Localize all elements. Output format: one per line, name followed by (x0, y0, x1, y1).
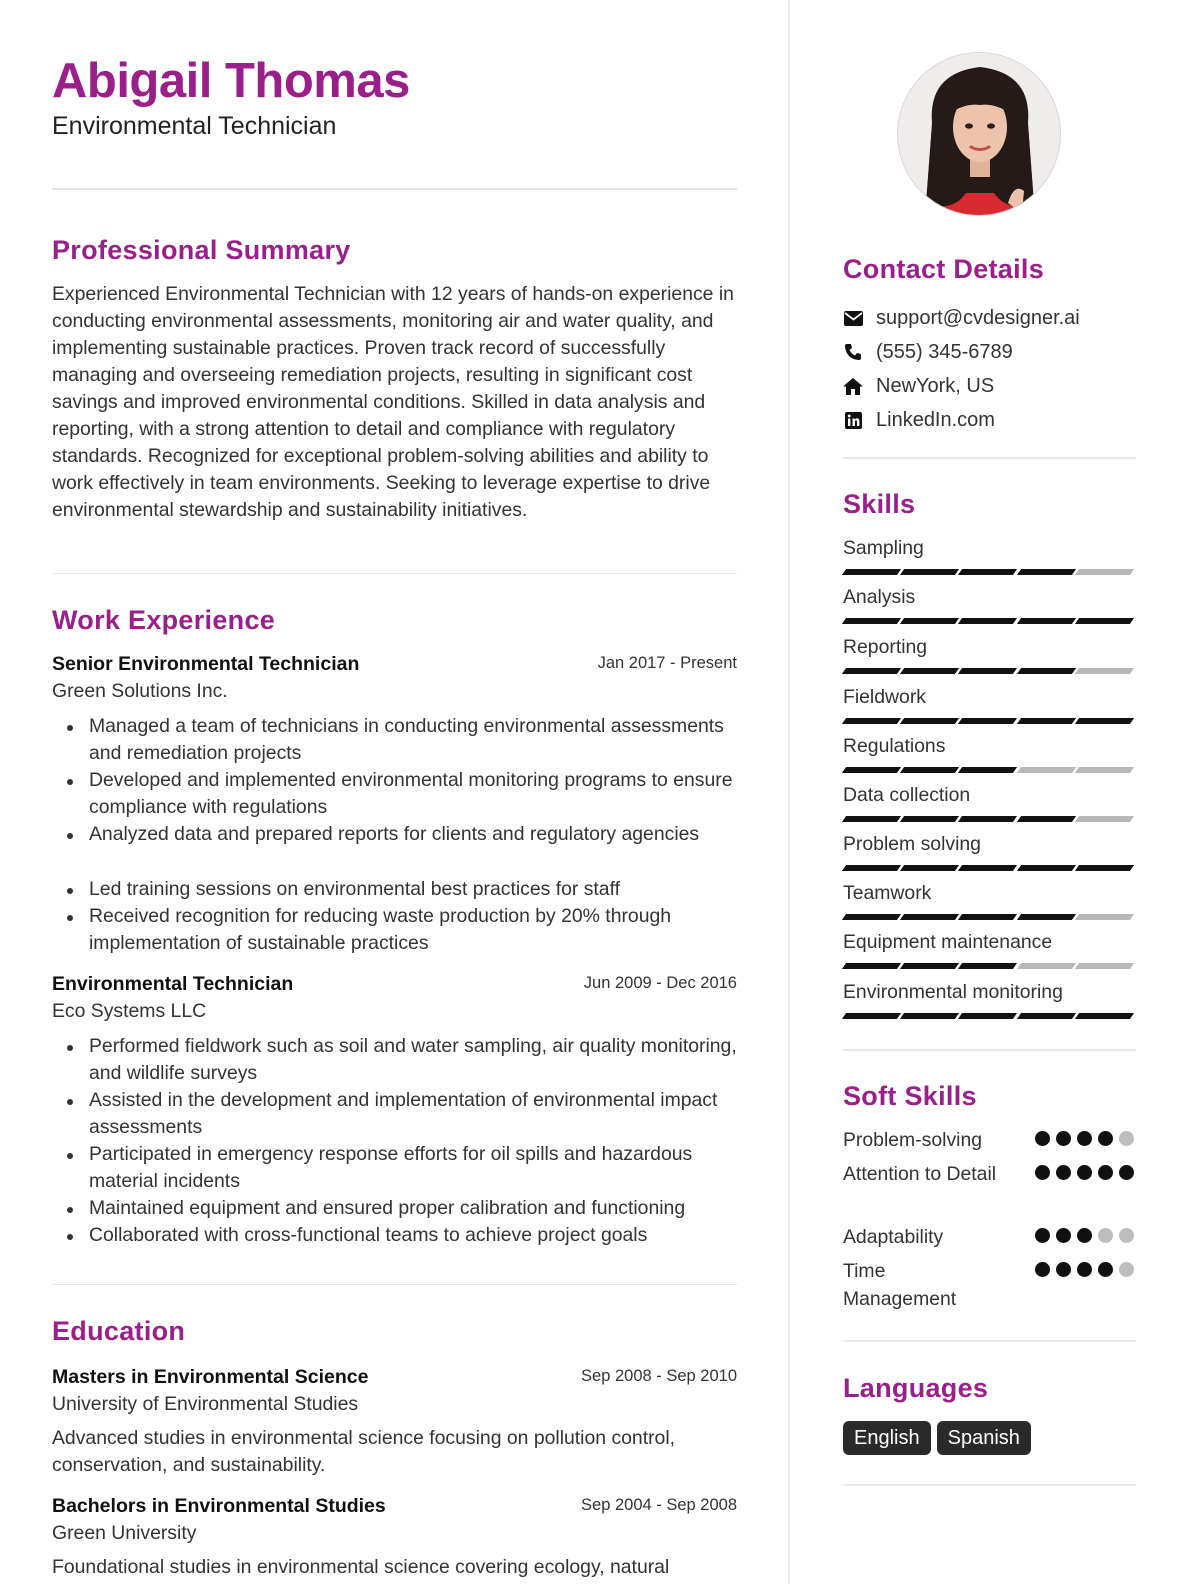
soft-skill-rating (1035, 1228, 1140, 1243)
skill-level-segment (958, 767, 1017, 773)
skill-level-segment (1016, 767, 1075, 773)
skill-name: Data collection (843, 784, 971, 806)
soft-skill-row (843, 1257, 1136, 1313)
job-bullet: Received recognition for reducing waste production by 20% through implementation of sustainable practices (52, 903, 737, 957)
column-divider (788, 0, 790, 1584)
candidate-title: Environmental Technician (52, 112, 337, 140)
soft-skill-row (843, 1160, 1136, 1188)
rating-dot (1119, 1228, 1134, 1243)
job-bullet: Developed and implemented environmental monitoring programs to ensure compliance with regulations (52, 767, 737, 821)
job-bullet: Analyzed data and prepared reports for clients and regulatory agencies (52, 821, 737, 848)
skill-level-segment (958, 618, 1017, 624)
skill-level-bar (844, 1013, 1136, 1019)
skill-level-segment (1016, 618, 1075, 624)
summary-text: Experienced Environmental Technician with 12 years of hands-on experience in conducting environmental assessments, monitoring air and water quality, and implementing sustainable practices. Proven track record of successfully managing and overseeing remediation projects, resulting in significant cost savings and improved environmental conditions. Skilled in data analysis and reporting, with a strong attention to detail and compliance with regulatory standards. Recognized for exceptional problem-solving abilities and ability to work effectively in team environments. Seeking to leverage expertise to drive environmental stewardship and sustainability initiatives. (52, 283, 734, 521)
soft-skills-divider (843, 1340, 1136, 1342)
skill-level-segment (958, 668, 1017, 674)
experience-heading: Work Experience (52, 605, 276, 635)
skill-level-segment (1016, 1013, 1075, 1019)
contact-divider (843, 457, 1136, 459)
education-entry (52, 1363, 737, 1479)
skill-level-segment (900, 668, 959, 674)
skill-level-segment (1016, 963, 1075, 969)
job-bullets (52, 1033, 737, 1249)
skill-level-segment (900, 1013, 959, 1019)
job-company: Eco Systems LLC (52, 1000, 207, 1022)
education-description: Advanced studies in environmental science focusing on pollution control, conservation, and sustainability. (52, 1427, 676, 1476)
skill-name: Equipment maintenance (843, 931, 1053, 953)
contact-linkedin[interactable] (843, 405, 995, 435)
rating-dot (1035, 1165, 1050, 1180)
language-badge: Spanish (937, 1421, 1031, 1455)
skill-level-segment (958, 963, 1017, 969)
contact-heading: Contact Details (843, 254, 1045, 284)
skill-row (843, 782, 1136, 822)
soft-skill-name: Time Management (843, 1260, 957, 1310)
rating-dot (1056, 1165, 1071, 1180)
skill-row (843, 684, 1136, 724)
skill-row (843, 831, 1136, 871)
skill-level-segment (1016, 865, 1075, 871)
skill-level-segment (1075, 718, 1134, 724)
soft-skill-name: Attention to Detail (843, 1163, 997, 1185)
skill-level-segment (1016, 914, 1075, 920)
skill-level-segment (842, 816, 901, 822)
skill-name: Problem solving (843, 833, 981, 855)
contact-email[interactable] (843, 303, 1080, 333)
skill-level-segment (1075, 618, 1134, 624)
school-name: University of Environmental Studies (52, 1393, 359, 1415)
skill-level-segment (1075, 569, 1134, 575)
soft-skills-heading: Soft Skills (843, 1081, 977, 1111)
rating-dot (1056, 1262, 1071, 1277)
skill-level-segment (1075, 963, 1134, 969)
skill-level-segment (958, 914, 1017, 920)
rating-dot (1077, 1165, 1092, 1180)
rating-dot (1035, 1131, 1050, 1146)
skill-level-bar (844, 767, 1136, 773)
candidate-name: Abigail Thomas (52, 54, 410, 108)
skill-level-segment (958, 1013, 1017, 1019)
rating-dot (1098, 1262, 1113, 1277)
rating-dot (1098, 1228, 1113, 1243)
degree-name: Bachelors in Environmental Studies (52, 1495, 386, 1517)
skill-level-bar (844, 816, 1136, 822)
education-heading: Education (52, 1316, 186, 1346)
skill-level-segment (1016, 668, 1075, 674)
job-role: Environmental Technician (52, 973, 294, 995)
linkedin-icon (843, 410, 863, 430)
rating-dot (1077, 1262, 1092, 1277)
job-dates: Jun 2009 - Dec 2016 (583, 974, 737, 992)
soft-skill-row (843, 1223, 1136, 1251)
rating-dot (1119, 1165, 1134, 1180)
contact-linkedin-text: LinkedIn.com (876, 408, 995, 431)
soft-skill-name: Adaptability (843, 1226, 944, 1248)
skill-level-segment (900, 914, 959, 920)
skill-level-segment (958, 718, 1017, 724)
skill-level-segment (842, 767, 901, 773)
school-name: Green University (52, 1522, 197, 1544)
contact-phone[interactable] (843, 337, 1013, 367)
skills-heading: Skills (843, 489, 916, 519)
skill-name: Environmental monitoring (843, 981, 1063, 1003)
rating-dot (1035, 1262, 1050, 1277)
education-description: Foundational studies in environmental science covering ecology, natural (52, 1556, 670, 1578)
skill-level-bar (844, 865, 1136, 871)
skill-level-segment (900, 865, 959, 871)
main-column (52, 0, 737, 1584)
job-bullet: Performed fieldwork such as soil and water sampling, air quality monitoring, and wildlife surveys (52, 1033, 737, 1087)
skill-level-segment (900, 618, 959, 624)
job-bullet: Led training sessions on environmental best practices for staff (52, 876, 737, 903)
skill-name: Sampling (843, 537, 924, 559)
soft-skill-name: Problem-solving (843, 1129, 983, 1151)
job-role: Senior Environmental Technician (52, 653, 360, 675)
skill-level-segment (900, 569, 959, 575)
degree-name: Masters in Environmental Science (52, 1366, 369, 1388)
job-company: Green Solutions Inc. (52, 680, 228, 702)
rating-dot (1056, 1228, 1071, 1243)
job-entry (52, 650, 737, 957)
rating-dot (1035, 1228, 1050, 1243)
phone-icon (843, 342, 863, 362)
summary-divider (52, 573, 737, 574)
sidebar (843, 0, 1136, 1584)
skill-name: Fieldwork (843, 686, 926, 708)
skill-level-segment (842, 618, 901, 624)
education-dates: Sep 2008 - Sep 2010 (581, 1367, 737, 1385)
rating-dot (1056, 1131, 1071, 1146)
language-badge: English (843, 1421, 931, 1455)
header-divider (52, 188, 737, 190)
rating-dot (1098, 1165, 1113, 1180)
skill-level-segment (1075, 668, 1134, 674)
soft-skill-rating (1035, 1131, 1140, 1146)
skill-row (843, 880, 1136, 920)
skill-name: Analysis (843, 586, 916, 608)
skill-level-segment (842, 668, 901, 674)
contact-location-text: NewYork, US (876, 374, 995, 397)
skill-level-segment (958, 865, 1017, 871)
skill-level-segment (900, 816, 959, 822)
skill-level-bar (844, 618, 1136, 624)
profile-photo (897, 52, 1061, 216)
home-icon (843, 376, 863, 396)
skill-level-bar (844, 963, 1136, 969)
skill-level-segment (842, 914, 901, 920)
skill-row (843, 634, 1136, 674)
skills-divider (843, 1049, 1136, 1051)
skill-level-bar (844, 668, 1136, 674)
summary-heading: Professional Summary (52, 235, 351, 265)
skill-row (843, 535, 1136, 575)
education-entry (52, 1492, 737, 1581)
rating-dot (1077, 1228, 1092, 1243)
contact-email-text: support@cvdesigner.ai (876, 306, 1080, 329)
skill-level-segment (1016, 569, 1075, 575)
skill-row (843, 733, 1136, 773)
education-dates: Sep 2004 - Sep 2008 (581, 1496, 737, 1514)
skill-level-segment (1075, 914, 1134, 920)
skill-name: Reporting (843, 636, 928, 658)
job-dates: Jan 2017 - Present (597, 654, 737, 672)
skill-level-bar (844, 718, 1136, 724)
skill-level-bar (844, 914, 1136, 920)
envelope-icon (843, 308, 863, 328)
portrait-illustration (898, 53, 1061, 216)
skill-row (843, 584, 1136, 624)
skill-level-segment (1075, 767, 1134, 773)
skill-level-segment (1075, 816, 1134, 822)
skill-level-segment (1075, 865, 1134, 871)
job-bullets (52, 713, 737, 957)
job-bullet: Maintained equipment and ensured proper calibration and functioning (52, 1195, 737, 1222)
job-bullet: Assisted in the development and implementation of environmental impact assessments (52, 1087, 737, 1141)
soft-skill-row (843, 1126, 1136, 1154)
rating-dot (1119, 1131, 1134, 1146)
languages-divider (843, 1484, 1136, 1486)
skill-name: Teamwork (843, 882, 932, 904)
rating-dot (1119, 1262, 1134, 1277)
contact-location (843, 371, 994, 401)
skill-level-segment (900, 963, 959, 969)
job-bullet: Managed a team of technicians in conducting environmental assessments and remediation projects (52, 713, 737, 767)
skill-level-segment (958, 569, 1017, 575)
skill-level-bar (844, 569, 1136, 575)
contact-phone-text: (555) 345-6789 (876, 340, 1013, 363)
languages-heading: Languages (843, 1373, 989, 1403)
job-bullet: Participated in emergency response efforts for oil spills and hazardous material incidents (52, 1141, 737, 1195)
rating-dot (1098, 1131, 1113, 1146)
experience-divider (52, 1284, 737, 1285)
skill-level-segment (1075, 1013, 1134, 1019)
rating-dot (1077, 1131, 1092, 1146)
skill-level-segment (842, 1013, 901, 1019)
languages-list (843, 1421, 1037, 1455)
skill-level-segment (900, 718, 959, 724)
skill-level-segment (842, 569, 901, 575)
skill-level-segment (1016, 816, 1075, 822)
job-bullet: Collaborated with cross-functional teams to achieve project goals (52, 1222, 737, 1249)
skill-level-segment (842, 718, 901, 724)
skill-level-segment (1016, 718, 1075, 724)
skill-level-segment (842, 963, 901, 969)
skill-name: Regulations (843, 735, 946, 757)
skill-row (843, 929, 1136, 969)
skill-level-segment (842, 865, 901, 871)
skill-level-segment (900, 767, 959, 773)
skill-row (843, 979, 1136, 1019)
soft-skill-rating (1035, 1165, 1140, 1180)
job-entry (52, 970, 737, 1249)
soft-skill-rating (1035, 1262, 1140, 1277)
skill-level-segment (958, 816, 1017, 822)
